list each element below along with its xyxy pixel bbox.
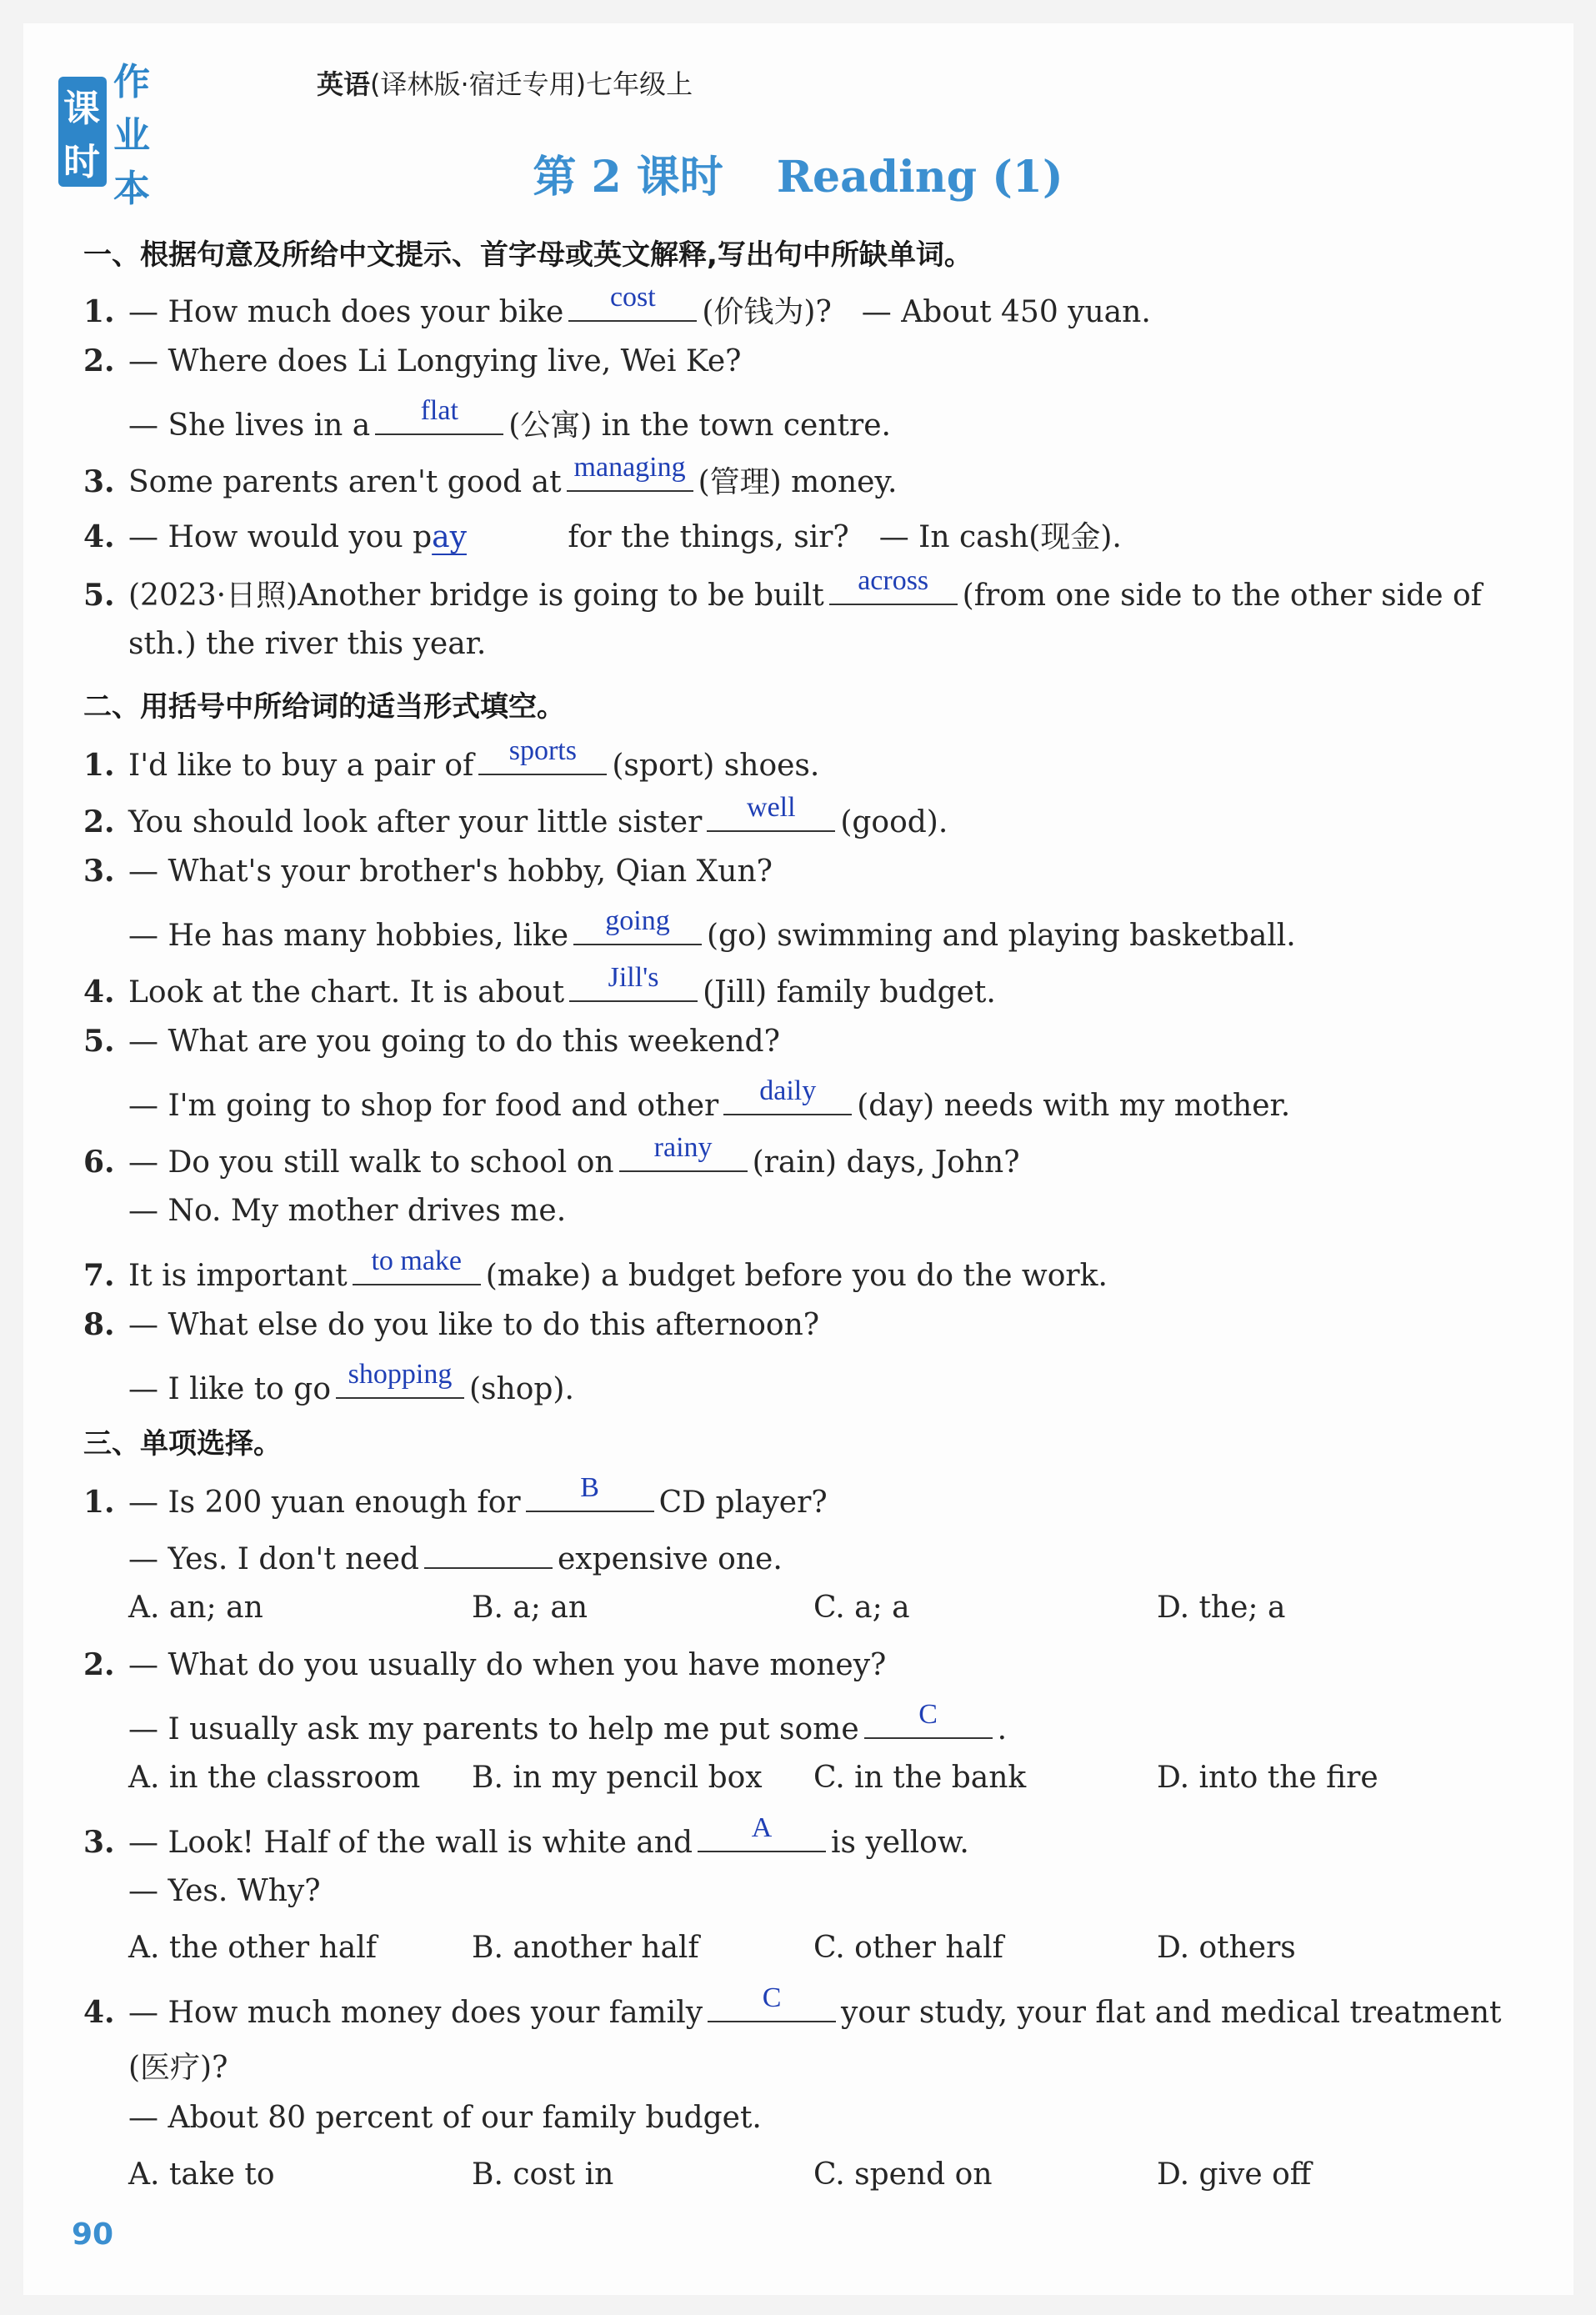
answer-blank[interactable]: across	[829, 570, 958, 605]
option-a[interactable]: A. in the classroom	[128, 1761, 421, 1795]
question: 2. — What do you usually do when you have money?	[83, 1647, 887, 1682]
option-d[interactable]: D. into the fire	[1157, 1761, 1378, 1795]
question-line: sth.) the river this year.	[128, 627, 487, 661]
answer-blank[interactable]: A	[698, 1817, 826, 1852]
question-line: — I usually ask my parents to help me put some C .	[128, 1699, 1008, 1746]
question-line: — No. My mother drives me.	[128, 1194, 567, 1228]
section-title: 一、根据句意及所给中文提示、首字母或英文解释,写出句中所缺单词。	[83, 238, 973, 272]
answer-blank[interactable]: C	[708, 1987, 836, 2022]
question: 3. — What's your brother's hobby, Qian Xun?	[83, 854, 773, 889]
question: 8. — What else do you like to do this afternoon?	[83, 1307, 820, 1342]
question: 1. — How much does your bike cost (价钱为)? — About 450 yuan.	[83, 282, 1151, 329]
question: 5. — What are you going to do this weekend?	[83, 1024, 780, 1059]
question: 3. — Look! Half of the wall is white and A is yellow.	[83, 1812, 969, 1860]
question-line: — She lives in a flat (公寓) in the town centre.	[128, 395, 891, 443]
question-line: — Yes. I don't need expensive one.	[128, 1534, 783, 1576]
answer-blank[interactable]: well	[707, 797, 835, 832]
question: 4. — How much money does your family C your study, your flat and medical treatment	[83, 1982, 1502, 2030]
section-title: 三、单项选择。	[83, 1427, 282, 1461]
answer-blank[interactable]: B	[526, 1477, 654, 1512]
option-c[interactable]: C. a; a	[813, 1591, 910, 1625]
answer-blank[interactable]: Jill's	[569, 967, 698, 1002]
question: 7. It is important to make (make) a budget before you do the work.	[83, 1245, 1108, 1293]
answer-fill[interactable]: ay	[432, 520, 467, 554]
answer-blank[interactable]: daily	[723, 1080, 852, 1115]
answer-blank[interactable]: cost	[568, 287, 697, 322]
answer-blank[interactable]: shopping	[336, 1364, 464, 1399]
question: 1. — Is 200 yuan enough for B CD player?	[83, 1472, 828, 1520]
answer-blank[interactable]: going	[573, 910, 702, 945]
lesson-title: 第 2 课时 Reading (1)	[533, 152, 1063, 203]
answer-blank[interactable]: rainy	[619, 1137, 748, 1172]
question-line: — I like to go shopping (shop).	[128, 1359, 574, 1406]
question-line: — He has many hobbies, like going (go) swimming and playing basketball.	[128, 905, 1296, 953]
answer-blank[interactable]: sports	[478, 740, 607, 775]
answer-blank[interactable]: flat	[375, 400, 503, 435]
answer-blank[interactable]	[424, 1534, 553, 1569]
answer-blank[interactable]: to make	[353, 1250, 481, 1285]
answer-blank[interactable]: C	[864, 1704, 993, 1739]
answer-blank[interactable]: managing	[567, 457, 693, 492]
question: 1. I'd like to buy a pair of sports (sport) shoes.	[83, 735, 820, 783]
option-b[interactable]: B. in my pencil box	[472, 1761, 763, 1795]
page-number: 90	[72, 2217, 114, 2252]
brand-logo: 课时 作业本	[58, 52, 150, 212]
section-title: 二、用括号中所给词的适当形式填空。	[83, 690, 565, 724]
question: 2. — Where does Li Longying live, Wei Ke?	[83, 343, 742, 378]
book-info: 英语(译林版·宿迁专用)七年级上	[317, 68, 693, 100]
option-c[interactable]: C. other half	[813, 1931, 1003, 1965]
option-b[interactable]: B. another half	[472, 1931, 699, 1965]
option-b[interactable]: B. cost in	[472, 2157, 614, 2192]
question-line: — I'm going to shop for food and other daily (day) needs with my mother.	[128, 1075, 1291, 1123]
option-a[interactable]: A. the other half	[128, 1931, 378, 1965]
question: 5. (2023·日照)Another bridge is going to be built across (from one side to the other side of	[83, 565, 1482, 613]
option-d[interactable]: D. give off	[1157, 2157, 1312, 2192]
option-a[interactable]: A. take to	[128, 2157, 275, 2192]
option-c[interactable]: C. in the bank	[813, 1761, 1027, 1795]
question: 4. — How would you pay for the things, sir? — In cash(现金).	[83, 519, 1122, 554]
option-a[interactable]: A. an; an	[128, 1591, 263, 1625]
option-c[interactable]: C. spend on	[813, 2157, 993, 2192]
question-line: (医疗)?	[128, 2051, 228, 2085]
option-d[interactable]: D. others	[1157, 1931, 1296, 1965]
question-line: — About 80 percent of our family budget.	[128, 2101, 762, 2135]
question: 3. Some parents aren't good at managing (管理) money.	[83, 452, 898, 499]
question: 4. Look at the chart. It is about Jill's (Jill) family budget.	[83, 962, 996, 1010]
option-d[interactable]: D. the; a	[1157, 1591, 1286, 1625]
question: 2. You should look after your little sister well (good).	[83, 792, 948, 839]
question: 6. — Do you still walk to school on rainy (rain) days, John?	[83, 1132, 1020, 1180]
question-line: — Yes. Why?	[128, 1874, 321, 1908]
option-b[interactable]: B. a; an	[472, 1591, 588, 1625]
